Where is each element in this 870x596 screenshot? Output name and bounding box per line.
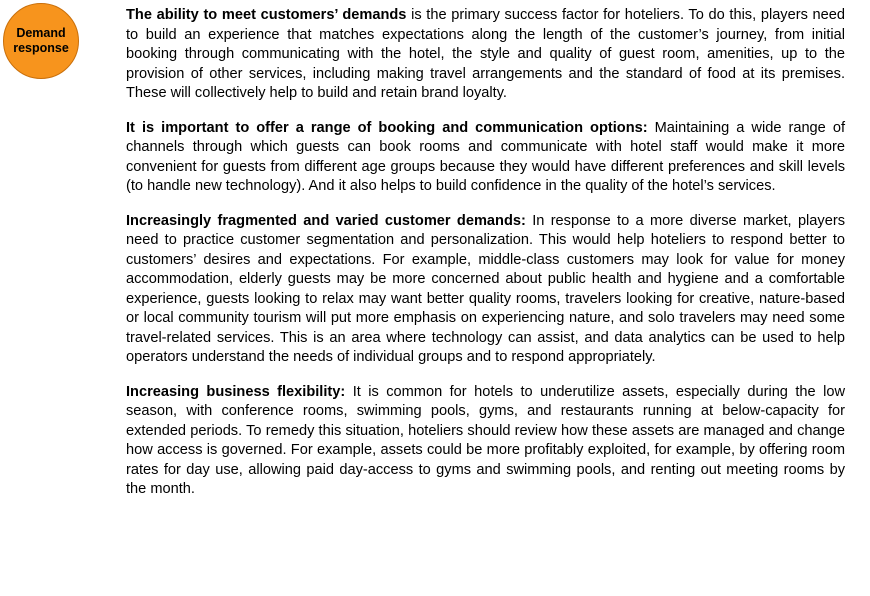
paragraph-fragmented-demands bbox=[126, 212, 845, 368]
badge-label: Demand response bbox=[13, 26, 69, 55]
paragraph-lead: Increasingly fragmented and varied customer demands: bbox=[126, 212, 526, 229]
paragraph-text: It is common for hotels to underutilize assets, especially during the low season, with conference rooms, swimming pools, gyms, and restaurants running at below-capacity for extended periods. To remedy this situation, hoteliers should review how these assets are managed and change how access is governed. For example, assets could be more profitably exploited, for example, by offering room rates for day use, allowing paid day-access to gyms and swimming pools, and renting out meeting rooms by the month. bbox=[126, 383, 845, 497]
paragraph-booking-options bbox=[126, 119, 845, 197]
paragraph-text: In response to a more diverse market, players need to practice customer segmentation and personalization. This would help hoteliers to respond better to customers’ desires and expectations. For example, middle-class customers may look for value for money accommodation, elderly guests may be more concerned about public health and hygiene and a comfortable experience, guests looking to relax may want better quality rooms, travelers looking for creative, nature-based or local community tourism will put more emphasis on experiencing nature, and solo travelers may need some travel-related services. This is an area where technology can assist, and data analytics can be used to help operators understand the needs of individual groups and to respond appropriately. bbox=[126, 212, 845, 365]
paragraph-business-flexibility bbox=[126, 383, 845, 500]
paragraph-text: Maintaining a wide range of channels through which guests can book rooms and communicate with hotel staff would make it more convenient for guests from different age groups because they would have different preferences and skill levels (to handle new technology). And it also helps to build confidence in the quality of the hotel’s services. bbox=[126, 119, 845, 194]
demand-response-badge bbox=[3, 3, 79, 79]
paragraph-lead: Increasing business flexibility: bbox=[126, 383, 346, 400]
paragraph-lead: It is important to offer a range of booking and communication options: bbox=[126, 119, 648, 136]
paragraph-text: is the primary success factor for hoteliers. To do this, players need to build an experience that matches expectations along the length of the customer’s journey, from initial booking through communicating with the hotel, the style and quality of guest room, amenities, up to the provision of other services, including making travel arrangements and the standard of food at its premises. These will collectively help to build and retain brand loyalty. bbox=[126, 7, 846, 101]
paragraph-lead: The ability to meet customers’ demands bbox=[126, 7, 407, 23]
paragraph-customer-demands bbox=[126, 6, 845, 104]
document-body bbox=[126, 6, 845, 515]
